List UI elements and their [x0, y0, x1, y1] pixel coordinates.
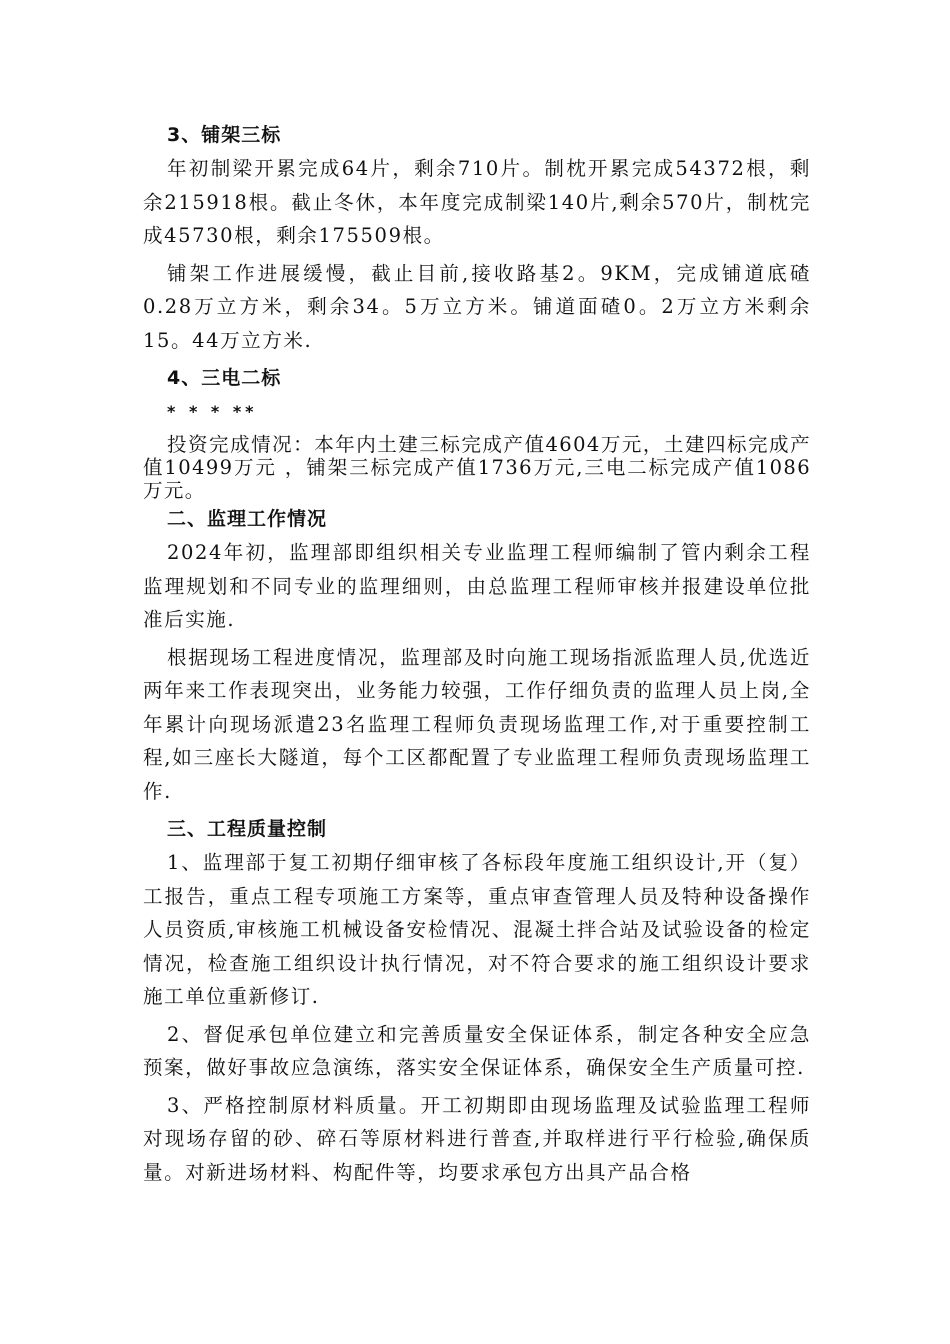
- paragraph-quality-item-2: 2、督促承包单位建立和完善质量安全保证体系，制定各种安全应急预案，做好事故应急演练，落实安全保证体系，确保安全生产质量可控.: [143, 1022, 811, 1079]
- paragraph-investment-completion: 投资完成情况：本年内土建三标完成产值4604万元，土建四标完成产值10499万元 ，铺架三标完成产值1736万元,三电二标完成产值1086万元。: [143, 433, 811, 502]
- paragraph-beam-sleeper-progress: 年初制梁开累完成64片，剩余710片。制枕开累完成54372根，剩余215918根。截止冬休，本年度完成制梁140片,剩余570片，制枕完成45730根，剩余175509根。: [143, 157, 811, 247]
- redacted-stars: * * * **: [167, 402, 258, 421]
- document-page: [143, 118, 811, 1189]
- paragraph-quality-item-3: 3、严格控制原材料质量。开工初期即由现场监理及试验监理工程师对现场存留的砂、碎石等原材料进行普查,并取样进行平行检验,确保质量。对新进场材料、构配件等，均要求承包方出具产品合格: [143, 1093, 811, 1184]
- paragraph-quality-item-1: 1、监理部于复工初期仔细审核了各标段年度施工组织设计,开（复）工报告，重点工程专项施工方案等，重点审查管理人员及特种设备操作人员资质,审核施工机械设备安检情况、混凝土拌合站及试验设备的检定情况，检查施工组织设计执行情况，对不符合要求的施工组织设计要求施工单位重新修订.: [143, 851, 811, 1008]
- section-heading-electrical-2: 4、三电二标: [167, 367, 282, 389]
- section-heading-tracklaying-3: 3、铺架三标: [167, 124, 282, 146]
- section-heading-supervision-work: 二、监理工作情况: [167, 508, 328, 530]
- paragraph-supervision-staffing: 根据现场工程进度情况，监理部及时向施工现场指派监理人员,优选近两年来工作表现突出，业务能力较强，工作仔细负责的监理人员上岗,全年累计向现场派遣23名监理工程师负责现场监理工作,对于重要控制工程,如三座长大隧道，每个工区都配置了专业监理工程师负责现场监理工作.: [143, 645, 811, 803]
- paragraph-tracklaying-progress: 铺架工作进展缓慢，截止目前,接收路基2。9KM，完成铺道底碴0.28万立方米，剩余34。5万立方米。铺道面碴0。2万立方米剩余15。44万立方米.: [143, 261, 811, 352]
- section-heading-quality-control: 三、工程质量控制: [167, 818, 328, 840]
- paragraph-supervision-planning: 2024年初，监理部即组织相关专业监理工程师编制了管内剩余工程监理规划和不同专业的监理细则，由总监理工程师审核并报建设单位批准后实施.: [143, 541, 811, 631]
